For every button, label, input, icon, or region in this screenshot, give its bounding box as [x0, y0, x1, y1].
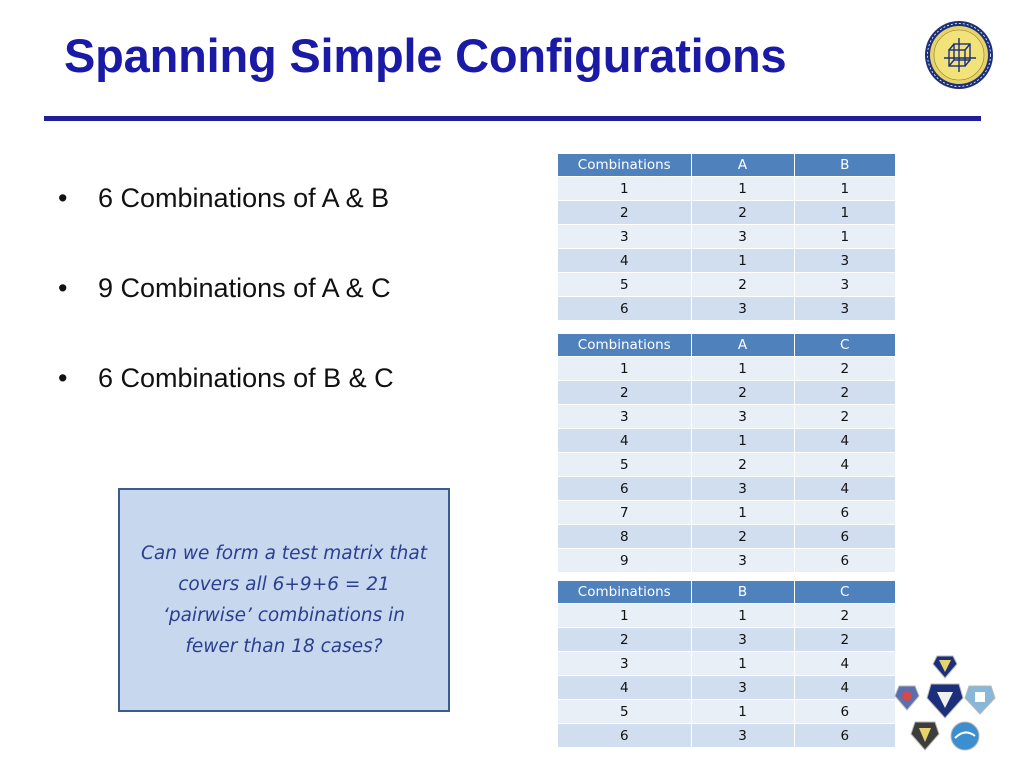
table-row — [558, 549, 895, 573]
table-cell: 2 — [794, 381, 895, 405]
table-cell: 3 — [558, 652, 691, 676]
bullet-item — [58, 183, 389, 214]
question-callout — [118, 488, 450, 712]
table-cell: 3 — [794, 273, 895, 297]
air-force-emblems-icon — [893, 652, 1003, 760]
table-cell: 1 — [691, 501, 794, 525]
table-cell: 6 — [794, 700, 895, 724]
table-cell: 1 — [794, 225, 895, 249]
bullet-marker: • — [58, 363, 68, 393]
table-cell: 2 — [558, 201, 691, 225]
table-row — [558, 177, 895, 201]
table-cell: 6 — [558, 477, 691, 501]
table-cell: 2 — [794, 405, 895, 429]
table-row — [558, 297, 895, 321]
table-row — [558, 724, 895, 748]
table-row — [558, 477, 895, 501]
table-cell: 9 — [558, 549, 691, 573]
table-cell: 5 — [558, 273, 691, 297]
table-header-cell: B — [794, 154, 895, 177]
table-row — [558, 676, 895, 700]
table-cell: 3 — [691, 477, 794, 501]
question-text: Can we form a test matrix that covers all 6+9+6 = 21 ‘pairwise’ combinations in fewer than 18 cases? — [141, 543, 427, 657]
table-cell: 1 — [558, 604, 691, 628]
table-cell: 8 — [558, 525, 691, 549]
bullet-marker: • — [58, 273, 68, 303]
bullet-text: 6 Combinations of B & C — [98, 363, 394, 393]
table-cell: 1 — [691, 652, 794, 676]
table-row — [558, 225, 895, 249]
table-cell: 3 — [558, 225, 691, 249]
table-header-cell: Combinations — [558, 154, 691, 177]
table-cell: 3 — [691, 225, 794, 249]
table-cell: 6 — [794, 525, 895, 549]
table-cell: 1 — [691, 357, 794, 381]
table-cell: 1 — [691, 604, 794, 628]
table-cell: 3 — [691, 628, 794, 652]
table-cell: 1 — [558, 177, 691, 201]
table-header-cell: Combinations — [558, 581, 691, 604]
table-cell: 5 — [558, 700, 691, 724]
table-cell: 1 — [691, 429, 794, 453]
table-cell: 7 — [558, 501, 691, 525]
table-cell: 2 — [691, 201, 794, 225]
table-bc — [558, 581, 895, 747]
table-row — [558, 453, 895, 477]
table-cell: 1 — [794, 177, 895, 201]
table-header-cell: Combinations — [558, 334, 691, 357]
table-cell: 3 — [691, 724, 794, 748]
table-cell: 5 — [558, 453, 691, 477]
table-cell: 3 — [691, 297, 794, 321]
table-row — [558, 273, 895, 297]
table-row — [558, 700, 895, 724]
table-cell: 4 — [794, 429, 895, 453]
table-cell: 6 — [794, 501, 895, 525]
table-header-cell: C — [794, 334, 895, 357]
table-row — [558, 652, 895, 676]
bullet-text: 6 Combinations of A & B — [98, 183, 390, 213]
table-row — [558, 525, 895, 549]
table-cell: 1 — [794, 201, 895, 225]
table-row — [558, 357, 895, 381]
table-header-cell: C — [794, 581, 895, 604]
table-cell: 4 — [558, 429, 691, 453]
table-cell: 2 — [691, 453, 794, 477]
table-cell: 3 — [794, 297, 895, 321]
table-cell: 2 — [794, 628, 895, 652]
table-cell: 4 — [794, 652, 895, 676]
table-cell: 3 — [691, 549, 794, 573]
table-cell: 2 — [691, 381, 794, 405]
table-cell: 3 — [558, 405, 691, 429]
table-cell: 3 — [794, 249, 895, 273]
table-cell: 4 — [558, 676, 691, 700]
table-cell: 4 — [558, 249, 691, 273]
table-cell: 3 — [691, 405, 794, 429]
table-cell: 1 — [558, 357, 691, 381]
bullet-marker: • — [58, 183, 68, 213]
table-cell: 2 — [558, 628, 691, 652]
table-row — [558, 501, 895, 525]
table-cell: 3 — [691, 676, 794, 700]
table-ab — [558, 154, 895, 320]
table-cell: 6 — [794, 549, 895, 573]
table-cell: 6 — [558, 724, 691, 748]
table-cell: 2 — [794, 357, 895, 381]
table-cell: 4 — [794, 453, 895, 477]
table-ac — [558, 334, 895, 572]
table-cell: 2 — [691, 525, 794, 549]
table-row — [558, 381, 895, 405]
table-row — [558, 249, 895, 273]
title-underline — [44, 116, 981, 121]
table-cell: 6 — [794, 724, 895, 748]
slide-title: Spanning Simple Configurations — [64, 29, 787, 82]
table-cell: 2 — [558, 381, 691, 405]
table-row — [558, 628, 895, 652]
bullet-text: 9 Combinations of A & C — [98, 273, 391, 303]
table-cell: 4 — [794, 477, 895, 501]
table-cell: 1 — [691, 177, 794, 201]
bullet-item — [58, 273, 391, 304]
table-header-cell: A — [691, 334, 794, 357]
table-cell: 2 — [691, 273, 794, 297]
table-row — [558, 429, 895, 453]
table-row — [558, 405, 895, 429]
table-header-cell: A — [691, 154, 794, 177]
table-header-cell: B — [691, 581, 794, 604]
bullet-item — [58, 363, 394, 394]
seal-logo-icon — [924, 20, 994, 90]
table-row — [558, 604, 895, 628]
table-cell: 2 — [794, 604, 895, 628]
table-cell: 1 — [691, 700, 794, 724]
table-cell: 1 — [691, 249, 794, 273]
table-cell: 4 — [794, 676, 895, 700]
table-row — [558, 201, 895, 225]
table-cell: 6 — [558, 297, 691, 321]
